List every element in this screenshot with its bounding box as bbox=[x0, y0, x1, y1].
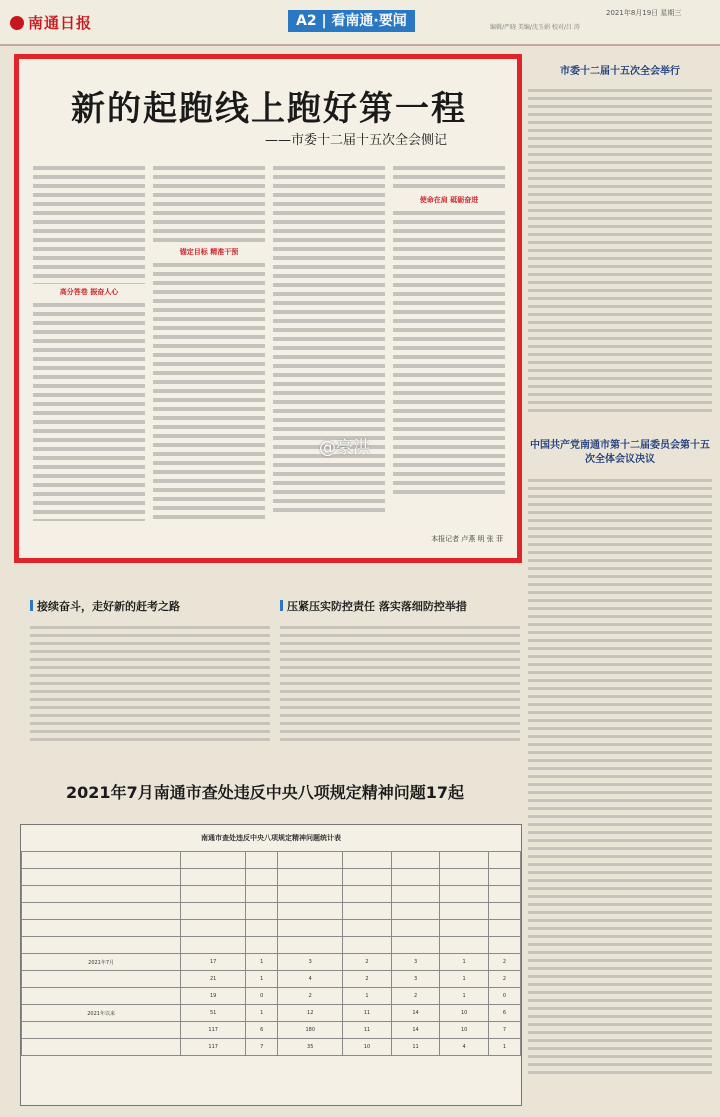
table-header-cell bbox=[246, 903, 278, 920]
table-header-row bbox=[22, 903, 521, 920]
table-cell: 14 bbox=[391, 1005, 440, 1022]
table-cell: 1 bbox=[488, 1039, 520, 1056]
table-cell: 51 bbox=[181, 1005, 246, 1022]
right-article-title-2[interactable]: 中国共产党南通市第十二届委员会第十五次全体会议决议 bbox=[530, 440, 710, 465]
table-row-label bbox=[22, 971, 181, 988]
table-cell: 12 bbox=[278, 1005, 343, 1022]
table-row bbox=[22, 971, 521, 988]
table-row-label bbox=[22, 1022, 181, 1039]
table-cell: 11 bbox=[343, 1022, 392, 1039]
table-header-cell bbox=[440, 937, 489, 954]
table-header-cell bbox=[488, 869, 520, 886]
section-heading: 高分答卷 振奋人心 bbox=[59, 288, 119, 296]
table-header-cell bbox=[343, 937, 392, 954]
table-cell: 117 bbox=[181, 1022, 246, 1039]
table-header-cell bbox=[22, 937, 181, 954]
table-header-cell bbox=[343, 920, 392, 937]
table-row bbox=[22, 1039, 521, 1056]
table-cell: 0 bbox=[488, 988, 520, 1005]
table-header-row bbox=[22, 920, 521, 937]
table-header-cell bbox=[488, 886, 520, 903]
table-cell: 2 bbox=[343, 971, 392, 988]
table-cell: 117 bbox=[181, 1039, 246, 1056]
section-tag: A2 | 看南通·要闻 bbox=[288, 10, 415, 32]
table-cell: 3 bbox=[391, 971, 440, 988]
article-column-1 bbox=[33, 164, 145, 524]
table-header-cell bbox=[440, 886, 489, 903]
table-cell: 7 bbox=[488, 1022, 520, 1039]
table-cell: 4 bbox=[440, 1039, 489, 1056]
table-header-cell bbox=[440, 903, 489, 920]
table-header-row bbox=[22, 852, 521, 869]
table-cell: 2 bbox=[488, 954, 520, 971]
table-header-cell bbox=[278, 886, 343, 903]
table-cell: 1 bbox=[440, 954, 489, 971]
table-cell: 1 bbox=[246, 1005, 278, 1022]
table-cell: 14 bbox=[391, 1022, 440, 1039]
table-row bbox=[22, 1005, 521, 1022]
statistics-table bbox=[20, 824, 522, 1106]
table-cell: 1 bbox=[440, 971, 489, 988]
article-byline: 本报记者 卢燕 明 张 菲 bbox=[431, 535, 503, 543]
watermark: @豪洪 bbox=[319, 438, 370, 458]
table-header-cell bbox=[278, 869, 343, 886]
table-row-label bbox=[22, 1039, 181, 1056]
table-cell: 1 bbox=[246, 971, 278, 988]
table-cell: 4 bbox=[278, 971, 343, 988]
table-header-cell bbox=[278, 937, 343, 954]
table-header-cell bbox=[343, 903, 392, 920]
table-header-cell bbox=[22, 869, 181, 886]
table-header-cell bbox=[22, 886, 181, 903]
table-header-cell bbox=[440, 920, 489, 937]
mid-right-article[interactable]: 压紧压实防控责任 落实落细防控举措 bbox=[280, 598, 520, 744]
table-header-cell bbox=[181, 920, 246, 937]
table-header-cell bbox=[440, 869, 489, 886]
table-cell: 2 bbox=[488, 971, 520, 988]
table-cell: 1 bbox=[246, 954, 278, 971]
table-cell: 7 bbox=[246, 1039, 278, 1056]
table-header-cell bbox=[181, 886, 246, 903]
table-cell: 10 bbox=[343, 1039, 392, 1056]
table-cell: 11 bbox=[391, 1039, 440, 1056]
table-row bbox=[22, 1022, 521, 1039]
table-cell: 19 bbox=[181, 988, 246, 1005]
table-caption: 南通市查处违反中央八项规定精神问题统计表 bbox=[201, 834, 341, 842]
logo-seal-icon bbox=[10, 16, 24, 30]
table-header-cell bbox=[181, 903, 246, 920]
table-header-cell bbox=[391, 920, 440, 937]
table-header-cell bbox=[488, 852, 520, 869]
mid-left-article[interactable]: 接续奋斗，走好新的赶考之路 bbox=[30, 598, 270, 744]
table-cell: 1 bbox=[440, 988, 489, 1005]
table-row bbox=[22, 954, 521, 971]
table-cell: 10 bbox=[440, 1022, 489, 1039]
table-cell: 6 bbox=[246, 1022, 278, 1039]
table-header-cell bbox=[343, 852, 392, 869]
table-header-cell bbox=[391, 886, 440, 903]
table-header-cell bbox=[440, 852, 489, 869]
table-cell: 0 bbox=[246, 988, 278, 1005]
table-cell: 35 bbox=[278, 1039, 343, 1056]
table-header-cell bbox=[246, 920, 278, 937]
section-heading: 锚定目标 精准干预 bbox=[179, 248, 239, 256]
masthead bbox=[0, 0, 720, 46]
article-column-4 bbox=[393, 164, 505, 504]
table-cell: 11 bbox=[343, 1005, 392, 1022]
table-section-title: 2021年7月南通市查处违反中央八项规定精神问题17起 bbox=[66, 783, 464, 802]
table-header-cell bbox=[343, 886, 392, 903]
data-table bbox=[21, 851, 521, 1056]
right-article-title[interactable]: 市委十二届十五次全会举行 bbox=[560, 66, 680, 77]
article-subhead: ——市委十二届十五次全会侧记 bbox=[264, 133, 447, 148]
table-row-label: 2021年以来 bbox=[22, 1005, 181, 1022]
table-row bbox=[22, 988, 521, 1005]
article-column-2 bbox=[153, 164, 265, 524]
table-header-row bbox=[22, 886, 521, 903]
table-cell: 180 bbox=[278, 1022, 343, 1039]
table-header-cell bbox=[488, 903, 520, 920]
table-header-cell bbox=[343, 869, 392, 886]
table-cell: 3 bbox=[391, 954, 440, 971]
table-cell: 2 bbox=[343, 954, 392, 971]
table-header-cell bbox=[22, 852, 181, 869]
table-header-cell bbox=[278, 903, 343, 920]
table-cell: 10 bbox=[440, 1005, 489, 1022]
section-heading: 使命在肩 砥砺奋进 bbox=[419, 196, 479, 204]
table-header-cell bbox=[22, 903, 181, 920]
table-cell: 6 bbox=[488, 1005, 520, 1022]
right-column bbox=[528, 54, 712, 1077]
table-header-cell bbox=[488, 920, 520, 937]
table-row-label bbox=[22, 988, 181, 1005]
table-header-cell bbox=[391, 903, 440, 920]
table-cell: 3 bbox=[278, 954, 343, 971]
table-header-row bbox=[22, 869, 521, 886]
table-cell: 17 bbox=[181, 954, 246, 971]
table-header-cell bbox=[278, 852, 343, 869]
table-header-cell bbox=[488, 937, 520, 954]
table-header-row bbox=[22, 937, 521, 954]
table-header-cell bbox=[391, 937, 440, 954]
table-row-label: 2021年7月 bbox=[22, 954, 181, 971]
table-header-cell bbox=[181, 937, 246, 954]
table-header-cell bbox=[246, 886, 278, 903]
table-header-cell bbox=[278, 920, 343, 937]
article-headline: 新的起跑线上跑好第一程 bbox=[71, 89, 467, 129]
table-header-cell bbox=[181, 852, 246, 869]
table-cell: 2 bbox=[278, 988, 343, 1005]
table-header-cell bbox=[391, 852, 440, 869]
table-cell: 21 bbox=[181, 971, 246, 988]
editor-line: 编辑/严晓 美编/沈玉娟 校对/吕 涛 bbox=[490, 24, 580, 31]
table-header-cell bbox=[181, 869, 246, 886]
table-header-cell bbox=[22, 920, 181, 937]
table-header-cell bbox=[246, 937, 278, 954]
table-header-cell bbox=[246, 852, 278, 869]
table-cell: 1 bbox=[343, 988, 392, 1005]
article-column-3 bbox=[273, 164, 385, 524]
newspaper-logo: 南通日报 bbox=[10, 12, 92, 33]
table-header-cell bbox=[391, 869, 440, 886]
table-cell: 2 bbox=[391, 988, 440, 1005]
main-article[interactable] bbox=[14, 54, 522, 563]
table-header-cell bbox=[246, 869, 278, 886]
issue-date: 2021年8月19日 星期三 bbox=[606, 9, 682, 17]
